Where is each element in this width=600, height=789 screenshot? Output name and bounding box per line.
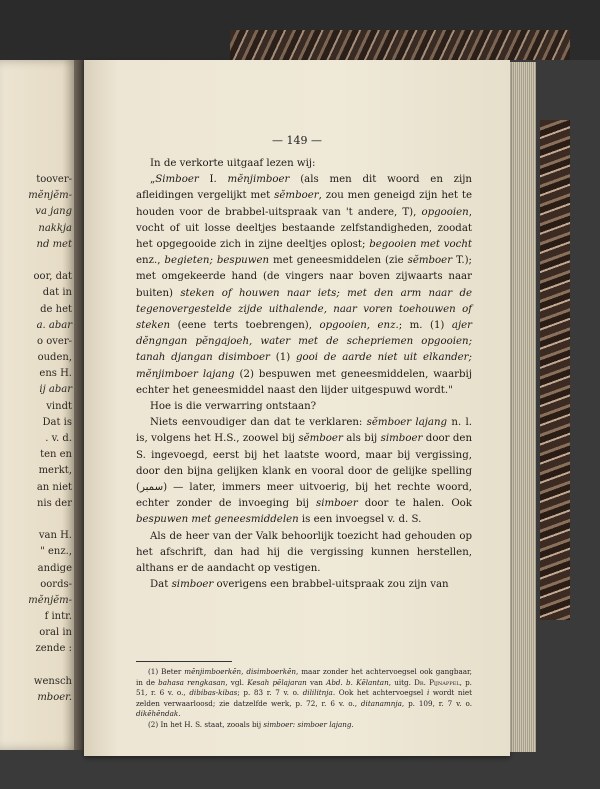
paragraph: Niets eenvoudiger dan dat te verklaren: sĕmboer lajang n. l. is, volgens het H.S., zoowel bij sĕmboer als bij simboer door den S. ingevoegd, eerst bij het laatste woord, maar bij vergissing, door den bijna gelijken klank en vooral door de gelijke spelling (سمبر) — later, immers meer uitvoerig, bij het rechte woord, echter zonder de invoeging bij simboer door te halen. Ook bespuwen met geneesmiddelen is een invoegsel v. d. S. [136, 417, 473, 526]
footnotes [136, 667, 472, 731]
left-page-line: nakkja [38, 222, 72, 234]
left-page-line: . v. d. [45, 433, 72, 444]
left-page-line: zende : [35, 643, 72, 655]
left-page-line: a. abar [36, 319, 72, 331]
left-page-line: ten en [40, 449, 72, 461]
left-page-line: vindt [46, 400, 72, 412]
left-page-line: andige [37, 562, 72, 574]
left-page-text [28, 172, 72, 706]
paragraph: Als de heer van der Valk behoorlijk toezicht had gehouden op het afschrift, dan had hij die vergissing kunnen herstellen, althans er de aandacht op vestigen. [136, 530, 472, 575]
left-page-line: oor, dat [33, 271, 72, 283]
paragraph: Dat simboer overigens een brabbel-uitspraak zou zijn van [150, 579, 449, 591]
left-page-line [28, 253, 72, 269]
left-page-line: wensch [33, 675, 72, 687]
left-page-line: f intr. [44, 611, 72, 623]
left-page-line: mĕnjĕm- [28, 594, 72, 606]
paragraph: Hoe is die verwarring ontstaan? [150, 401, 317, 413]
left-page-line: an niet [36, 481, 72, 493]
left-page-line: Dat is [42, 416, 72, 428]
marbled-cover-top [230, 30, 570, 60]
left-page-line: oral in [39, 627, 72, 639]
left-page-line: merkt, [38, 465, 72, 477]
footnote-2: (2) In het H. S. staat, zooals bij simboer: simboer lajang. [148, 719, 354, 729]
left-page-line: nis der [36, 497, 72, 509]
left-page-line: toover- [36, 174, 72, 185]
left-page-line: va jang [35, 206, 72, 218]
left-page-line: de het [40, 303, 72, 315]
left-page [0, 60, 78, 750]
left-page-line: ouden, [37, 352, 72, 364]
left-page-line [28, 512, 72, 528]
footnote-1: (1) Beter mĕnjimboerkĕn, disimboerkĕn, maar zonder het achtervoegsel ook gangbaar, in de bahasa rengkasan, vgl. Kesah pĕlajaran van Abd. b. Kĕlantan, uitg. Dr. Pijnappel, p. 51, r. 6 v. o., dibibas-kibas; p. 83 r. 7 v. o. dililitnja. Ook het achtervoegsel i wordt niet zelden verwaarloosd; zie datzelfde werk, p. 72, r. 6 v. o., ditanamnja, p. 109, r. 7 v. o. dikĕhĕndak. [136, 667, 473, 719]
left-page-line: mĕnjĕm- [28, 190, 72, 202]
left-page-line: " enz., [40, 546, 72, 558]
marbled-cover-right [540, 120, 570, 620]
paragraph-quote: „Simboer I. mĕnjimboer (als men dit woord en zijn afleidingen vergelijkt met sĕmboer, zou men geneigd zijn het te houden voor de brabbel-uitspraak van 't andere, T), opgooien, vocht of uit losse deeltjes bestaande zelfstandigheden, zoodat het opgegooide zich in zijne deeltjes oplost; begooien met vocht enz., begieten; bespuwen met geneesmiddelen (zie sĕmboer T.); met omgekeerde hand (de vingers naar boven zijwaarts naar buiten) steken of houwen naar iets; met den arm naar de tegenovergestelde zijde uithalende, naar voren toehouwen of steken (eene terts toebrengen), opgooien, enz.; m. (1) ajer dĕngngan pĕngajoeh, water met de schepriemen opgooien; tanah djangan disimboer (1) gooi de aarde niet uit elkander; mĕnjimboer lajang (2) bespuwen met geneesmiddelen, waarbij echter het geneesmiddel naast den lijder uitgespuwd wordt." [136, 174, 473, 396]
left-page-line: ens H. [39, 368, 72, 380]
right-page [84, 60, 510, 756]
page-number: — 149 — [272, 134, 322, 147]
arabic-script: سمبر [139, 482, 164, 494]
left-page-line: ij abar [39, 384, 72, 396]
left-page-line: nd met [36, 238, 72, 250]
left-page-line: dat in [42, 287, 72, 299]
left-page-line: o over- [37, 335, 72, 347]
left-page-line [28, 658, 72, 674]
footnote-rule [136, 661, 232, 662]
left-page-line: oords- [40, 578, 72, 590]
main-text [136, 156, 472, 593]
left-page-line: van H. [38, 530, 72, 542]
left-page-line: mboer. [37, 692, 72, 703]
paragraph: In de verkorte uitgaaf lezen wij: [150, 158, 316, 169]
